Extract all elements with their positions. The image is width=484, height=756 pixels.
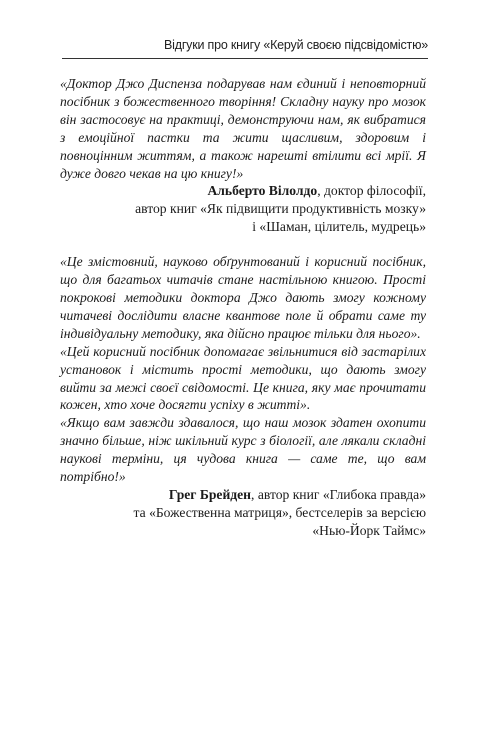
author-name-braden: Грег Брейден [168,486,252,502]
author-books-braden: , автор книг «Глибока правда» [251,486,426,502]
author-books-braden-line1: та «Божественна матриця», бестселерів за версією [133,504,426,520]
author-name-villoldo: Альберто Вілолдо [207,183,318,199]
review-quote-dispenza-gift: «Доктор Джо Диспенза подарував нам єдиний і неповторний посібник з божественного творіння! Складну науку про мозок він застосовує на практиці, демонструючи нам, як вибратися з емоційної пастки та жити щасливим, здоровим і повноцінним життям, а також нарешті втілити всі мрії. Я дуже довго чекав на цю книгу!» [60,76,426,181]
author-books-villoldo-line2: і «Шаман, цілитель, мудрець» [252,219,426,235]
review-attribution-braden [60,486,426,504]
page-content [60,75,426,540]
review-quote-braden-3: «Якщо вам завжди здавалося, що наш мозок здатен охопити значно більше, ніж шкільний курс з біології, але лякали складні наукові терміни, ця чудова книга — саме те, що вам потрібно!» [60,415,426,485]
review-quote-braden-1: «Це змістовний, науково обґрунтований і корисний посібник, що для багатьох читачів стане настільною книгою. Прості покрокові методики доктора Джо дають змогу кожному читачеві дослідити власне квантове поле й обрати саме ту індивідуальну методику, яка дійсно працює тільки для нього». [60,254,426,341]
section-gap [60,236,426,253]
running-header: Відгуки про книгу «Керуй своєю підсвідомістю» [62,38,428,59]
review-quote-braden-2: «Цей корисний посібник допомагає звільнитися від застарілих установок і містить прості методики, що дають змогу вийти за межі своєї свідомості. Це книга, яку має прочитати кожен, хто хоче досягти успіху в житті». [60,343,426,413]
author-books-braden-line2: «Нью-Йорк Таймс» [312,522,426,538]
review-attribution-villoldo [60,182,426,200]
author-credential-villoldo: , доктор філософії, [317,183,426,199]
author-books-villoldo-line1: автор книг «Як підвищити продуктивність мозку» [135,201,426,217]
